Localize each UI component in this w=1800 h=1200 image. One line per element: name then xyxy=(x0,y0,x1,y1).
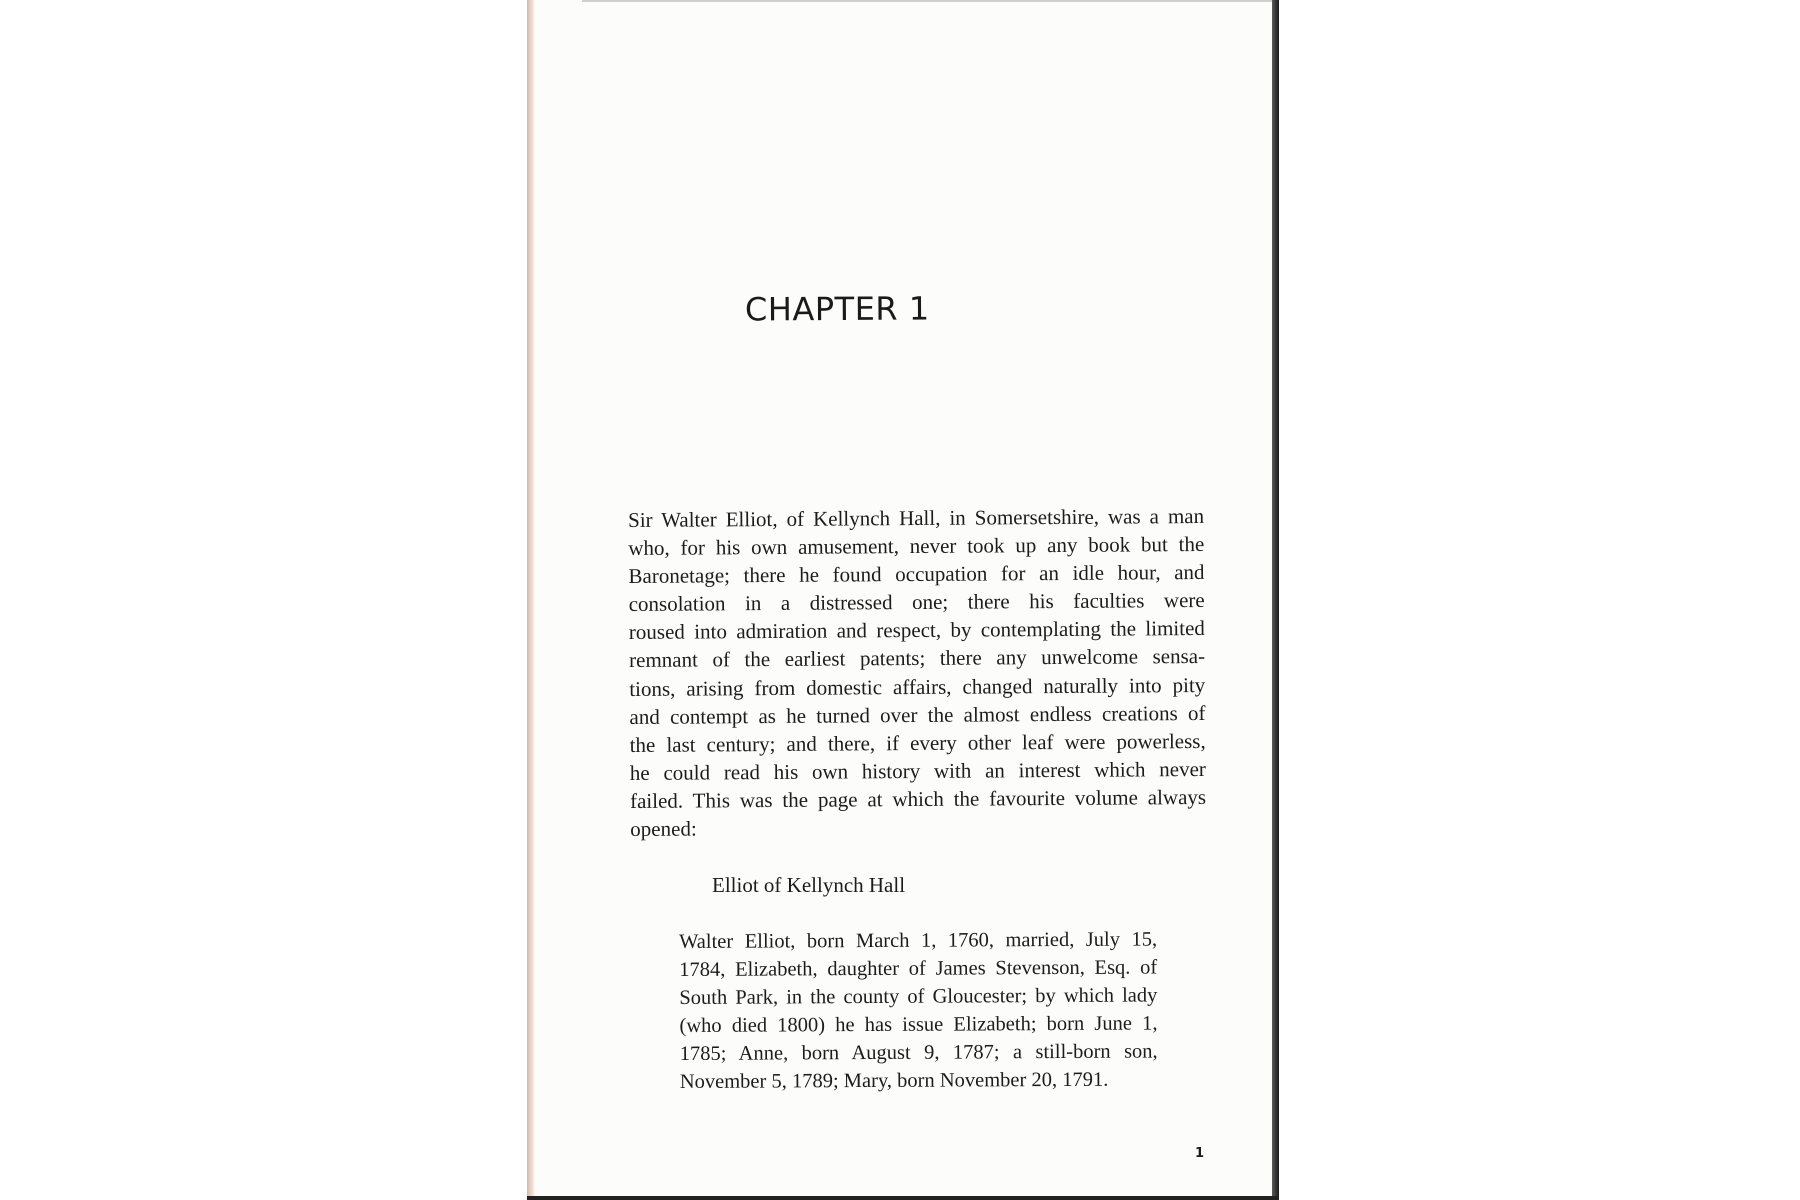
page-left-edge xyxy=(527,0,535,1200)
paragraph-line: he could read his own history with an interest which never xyxy=(629,756,1206,785)
paragraph-line: consolation in a distressed one; there his faculties were xyxy=(628,588,1205,617)
baronetage-entry xyxy=(679,925,1158,1096)
paragraph-line: opened: xyxy=(630,816,697,842)
book-page xyxy=(527,0,1279,1200)
chapter-title: CHAPTER 1 xyxy=(744,289,930,329)
entry-line: 1785; Anne, born August 9, 1787; a still-born son, xyxy=(679,1040,1158,1065)
entry-line: 1784, Elizabeth, daughter of James Stevenson, Esq. of xyxy=(679,956,1158,981)
paragraph-line: failed. This was the page at which the favourite volume always xyxy=(629,784,1207,813)
entry-line: South Park, in the county of Gloucester; by which lady xyxy=(679,984,1158,1009)
baronetage-entry-heading: Elliot of Kellynch Hall xyxy=(712,873,906,897)
paragraph-line: who, for his own amusement, never took up any book but the xyxy=(628,532,1205,561)
entry-line: November 5, 1789; Mary, born November 20, 1791. xyxy=(679,1068,1109,1093)
page-bottom-edge xyxy=(527,1196,1279,1200)
paragraph-line: Sir Walter Elliot, of Kellynch Hall, in Somersetshire, was a man xyxy=(628,503,1205,532)
entry-line: Walter Elliot, born March 1, 1760, married, July 15, xyxy=(679,928,1158,953)
paragraph-line: Baronetage; there he found occupation for an idle hour, and xyxy=(628,560,1205,589)
paragraph-line: remnant of the earliest patents; there any unwelcome sensa- xyxy=(628,644,1206,673)
entry-line: (who died 1800) he has issue Elizabeth; born June 1, xyxy=(679,1012,1158,1037)
paragraph-line: roused into admiration and respect, by contemplating the limited xyxy=(628,616,1205,645)
page-top-edge xyxy=(582,0,1272,2)
paragraph-line: tions, arising from domestic affairs, changed naturally into pity xyxy=(629,672,1206,701)
paragraph-line: the last century; and there, if every other leaf were powerless, xyxy=(629,728,1206,757)
paragraph-line: and contempt as he turned over the almost endless creations of xyxy=(629,700,1206,729)
opening-paragraph xyxy=(628,502,1206,843)
page-number: 1 xyxy=(1195,1146,1205,1161)
page-right-edge xyxy=(1272,0,1279,1200)
